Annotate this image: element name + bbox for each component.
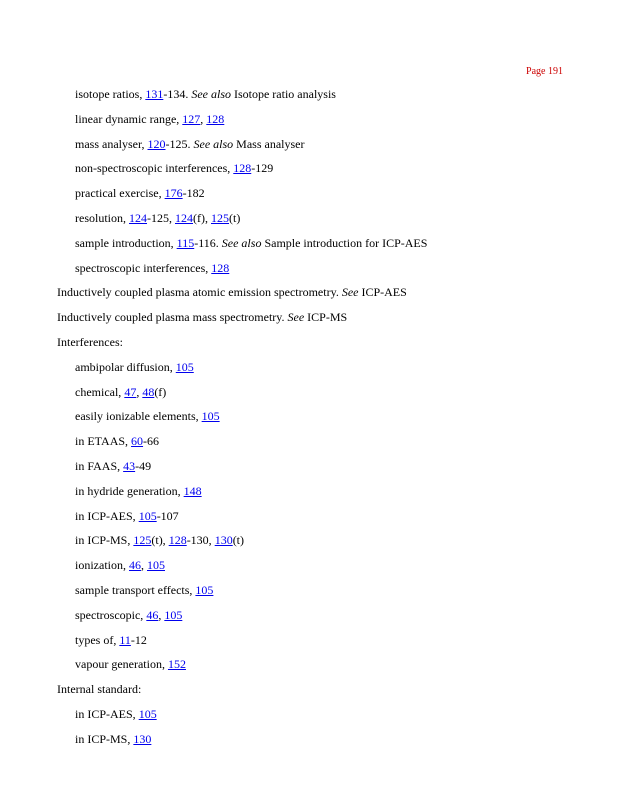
entry-text: vapour generation,	[75, 657, 168, 672]
index-subentry	[0, 134, 617, 159]
page-reference-link[interactable]: 105	[138, 706, 157, 721]
cross-reference-label: See also	[191, 87, 231, 101]
page-reference-link[interactable]: 128	[233, 161, 252, 176]
page-number: Page 191	[526, 66, 563, 77]
page-reference-link[interactable]: 105	[195, 582, 214, 597]
entry-text: ,	[200, 111, 207, 126]
entry-text: mass analyser,	[75, 136, 148, 151]
page-reference-link[interactable]: 124	[129, 210, 147, 225]
index-subentry	[0, 208, 617, 233]
entry-text: resolution,	[75, 210, 129, 225]
entry-text: spectroscopic,	[75, 607, 147, 622]
entry-text: in ICP-AES,	[75, 706, 139, 721]
entry-text: Mass analyser	[233, 136, 305, 151]
entry-text: Internal standard:	[57, 682, 142, 697]
entry-text: ,	[158, 607, 165, 622]
entry-text: easily ionizable elements,	[75, 409, 202, 424]
page-reference-link[interactable]: 128	[168, 533, 187, 548]
entry-text: (f),	[193, 210, 211, 225]
entry-text: ,	[141, 558, 147, 573]
index-heading	[0, 282, 617, 307]
page-reference-link[interactable]: 11	[119, 632, 131, 647]
page-reference-link[interactable]: 60	[131, 434, 144, 449]
entry-text: (t),	[151, 533, 169, 548]
index-subentry	[0, 704, 617, 729]
page-reference-link[interactable]: 48	[142, 384, 155, 399]
page-reference-link[interactable]: 130	[214, 533, 233, 548]
entry-text: ICP-AES	[358, 285, 407, 300]
entry-text: types of,	[75, 632, 120, 647]
entry-text: practical exercise,	[75, 186, 165, 201]
entry-text: in ETAAS,	[75, 434, 132, 449]
index-subentry	[0, 530, 617, 555]
cross-reference-label: See also	[193, 136, 234, 151]
index-subentry	[0, 605, 617, 630]
index-subentry	[0, 84, 617, 109]
index-subentry	[0, 357, 617, 382]
entry-text: in ICP-MS,	[75, 731, 134, 746]
page-reference-link[interactable]: 131	[145, 87, 164, 101]
entry-text: -12	[130, 632, 147, 647]
entry-text: ,	[136, 384, 143, 399]
index-subentry	[0, 456, 617, 481]
entry-text: Isotope ratio analysis	[230, 87, 336, 101]
index-entries	[0, 84, 617, 754]
entry-text: linear dynamic range,	[75, 111, 183, 126]
entry-text: Interferences:	[57, 334, 123, 349]
entry-text: (t)	[229, 210, 241, 225]
index-heading	[0, 332, 617, 357]
index-subentry	[0, 506, 617, 531]
entry-text: in FAAS,	[75, 458, 124, 473]
cross-reference-label: See	[341, 285, 359, 300]
entry-text: -125,	[147, 210, 175, 225]
index-subentry	[0, 233, 617, 258]
index-subentry	[0, 630, 617, 655]
entry-text: Inductively coupled plasma atomic emission spectrometry.	[57, 285, 342, 300]
entry-text: sample transport effects,	[75, 582, 196, 597]
index-subentry	[0, 258, 617, 283]
entry-text: Sample introduction for ICP-AES	[261, 235, 428, 250]
page-reference-link[interactable]: 128	[211, 260, 230, 275]
page-reference-link[interactable]: 105	[147, 558, 165, 573]
page-reference-link[interactable]: 152	[167, 657, 186, 672]
cross-reference-label: See	[287, 310, 305, 325]
entry-text: -49	[135, 458, 152, 473]
index-subentry	[0, 183, 617, 208]
entry-text: Inductively coupled plasma mass spectrometry.	[57, 310, 288, 325]
index-subentry	[0, 555, 617, 580]
index-heading	[0, 679, 617, 704]
index-subentry	[0, 109, 617, 134]
entry-text: sample introduction,	[75, 235, 177, 250]
index-subentry	[0, 382, 617, 407]
index-subentry	[0, 158, 617, 183]
page-reference-link[interactable]: 105	[138, 508, 157, 523]
page-reference-link[interactable]: 46	[146, 607, 159, 622]
entry-text: ionization,	[75, 558, 129, 573]
index-heading	[0, 307, 617, 332]
entry-text: isotope ratios,	[75, 87, 146, 101]
entry-text: non-spectroscopic interferences,	[75, 161, 234, 176]
page-reference-link[interactable]: 127	[182, 111, 201, 126]
page-reference-link[interactable]: 120	[147, 136, 166, 151]
entry-text: ambipolar diffusion,	[75, 359, 176, 374]
page-reference-link[interactable]: 125	[211, 210, 229, 225]
index-subentry	[0, 406, 617, 431]
entry-text: -129	[251, 161, 274, 176]
index-subentry	[0, 580, 617, 605]
index-subentry	[0, 654, 617, 679]
entry-text: ICP-MS	[304, 310, 348, 325]
entry-text: -182	[182, 186, 205, 201]
page-reference-link[interactable]: 47	[124, 384, 137, 399]
page-reference-link[interactable]: 124	[175, 210, 193, 225]
index-subentry	[0, 481, 617, 506]
page-reference-link[interactable]: 176	[164, 186, 183, 201]
index-subentry	[0, 729, 617, 754]
page-reference-link[interactable]: 128	[206, 111, 225, 126]
entry-text: -134.	[163, 87, 192, 101]
entry-text: (f)	[154, 384, 167, 399]
page-reference-link[interactable]: 105	[201, 409, 220, 424]
entry-text: in ICP-AES,	[75, 508, 139, 523]
entry-text: spectroscopic interferences,	[75, 260, 212, 275]
index-subentry	[0, 431, 617, 456]
cross-reference-label: See also	[221, 235, 262, 250]
page-reference-link[interactable]: 43	[123, 458, 136, 473]
page-reference-link[interactable]: 125	[133, 533, 152, 548]
entry-text: in hydride generation,	[75, 483, 184, 498]
entry-text: -107	[156, 508, 179, 523]
page-reference-link[interactable]: 130	[133, 731, 152, 746]
entry-text: -66	[143, 434, 160, 449]
page-reference-link[interactable]: 148	[183, 483, 202, 498]
entry-text: chemical,	[75, 384, 125, 399]
entry-text: -125.	[165, 136, 194, 151]
entry-text: -130,	[186, 533, 215, 548]
page-reference-link[interactable]: 46	[129, 558, 141, 573]
entry-text: in ICP-MS,	[75, 533, 134, 548]
entry-text: -116.	[194, 235, 222, 250]
page-reference-link[interactable]: 105	[175, 359, 194, 374]
page-reference-link[interactable]: 105	[164, 607, 183, 622]
entry-text: (t)	[232, 533, 245, 548]
page-reference-link[interactable]: 115	[176, 235, 195, 250]
